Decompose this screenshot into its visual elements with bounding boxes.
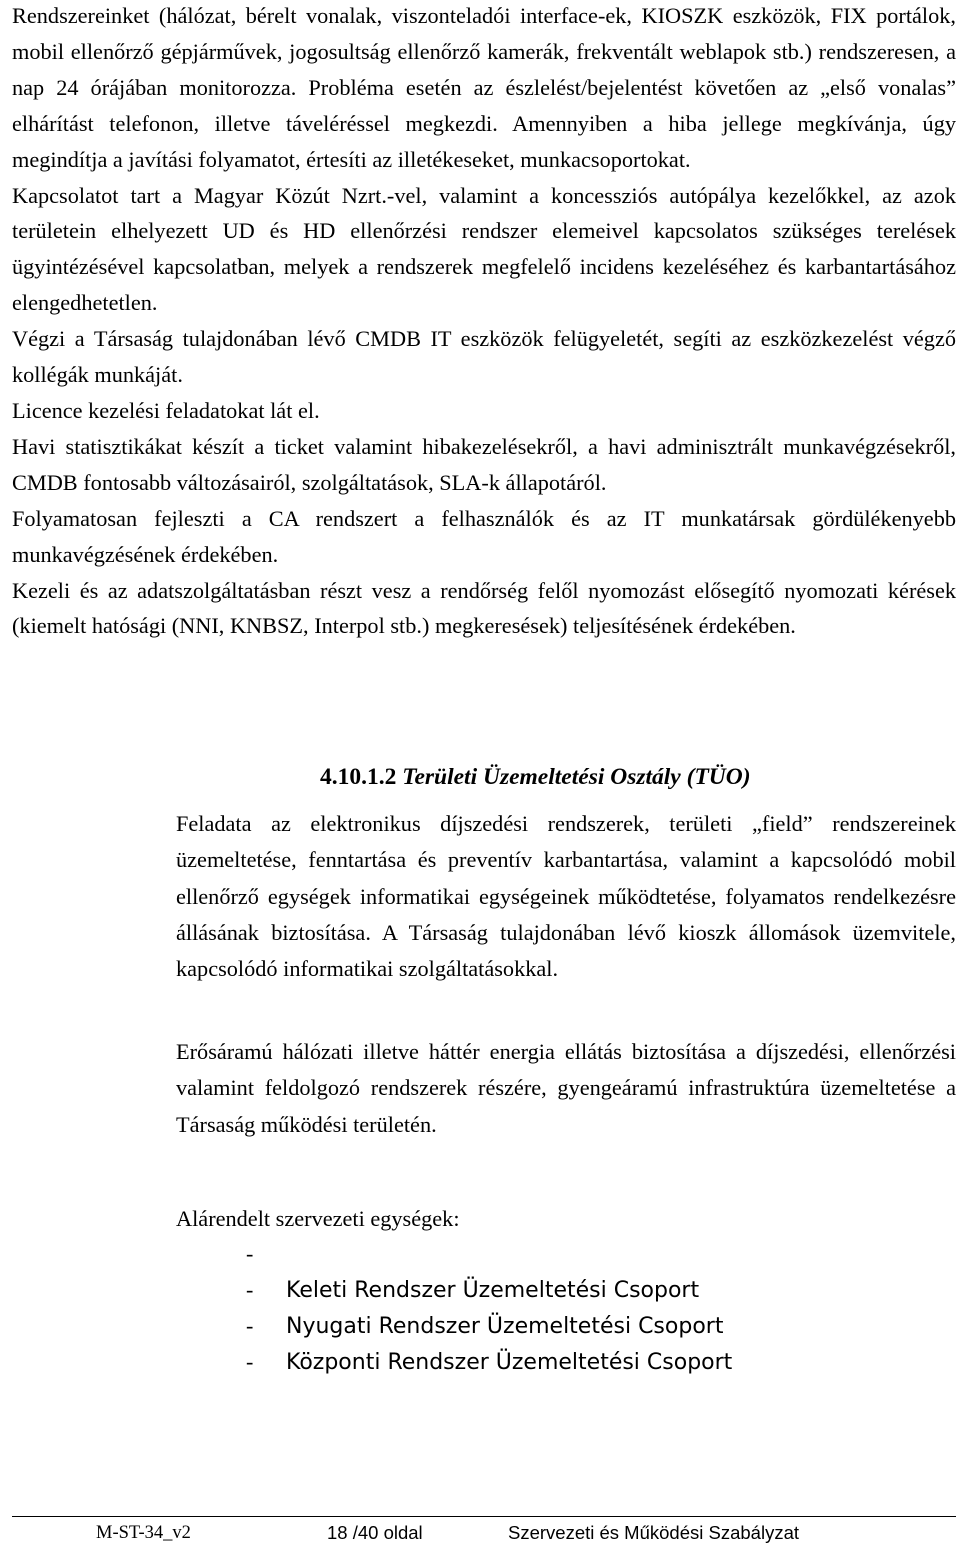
footer-divider [12,1516,956,1517]
list-dash: - [246,1349,254,1374]
paragraph-cmdb: Végzi a Társaság tulajdonában lévő CMDB IT eszközök felügyeletét, segíti az eszközkezelést végző kollégák munkáját. [12,326,956,388]
list-dash: - [246,1277,254,1302]
intro-text [12,0,956,644]
subordinate-units-label: Alárendelt szervezeti egységek: [176,1206,460,1231]
footer-doc-title: Szervezeti és Működési Szabályzat [508,1522,799,1543]
section-number: 4.10.1.2 [320,764,397,790]
footer-doc-code: M-ST-34_v2 [96,1523,191,1543]
unit-name: Központi Rendszer Üzemeltetési Csoport [286,1350,733,1375]
section-title: Területi Üzemeltetési Osztály (TÜO) [402,764,751,790]
section-paragraph-power: Erősáramú hálózati illetve háttér energia ellátás biztosítása a díjszedési, ellenőrzési valamint feldolgozó rendszerek részére, gyengeáramú infrastruktúra üzemeltetése a Társaság működési területén. [176,1039,956,1137]
footer-page-number: 18 /40 oldal [327,1522,423,1543]
list-item [246,1236,732,1272]
list-item [246,1272,732,1308]
section-heading [320,762,751,792]
paragraph-ca-development: Folyamatosan fejleszti a CA rendszert a felhasználók és az IT munkatársak gördülékenyebb munkavégzésének érdekében. [12,505,956,567]
paragraph-contacts: Kapcsolatot tart a Magyar Közút Nzrt.-vel, valamint a koncessziós autópálya kezelőkkel, az azok területein elhelyezett UD és HD ellenőrzési rendszer elemeivel kapcsolatos szükséges terelések ügyintézésével kapcsolatban, melyek a rendszerek megfelelő incidens kezeléséhez és karbantartásához elengedhetetlen. [12,182,956,316]
paragraph-police-requests: Kezeli és az adatszolgáltatásban részt vesz a rendőrség felől nyomozást elősegítő nyomozati kérések (kiemelt hatósági (NNI, KNBSZ, Interpol stb.) megkeresések) teljesítésének érdekében. [12,577,956,639]
unit-name: Nyugati Rendszer Üzemeltetési Csoport [286,1314,724,1339]
subordinate-units-list [246,1236,732,1380]
paragraph-statistics: Havi statisztikákat készít a ticket valamint hibakezelésekről, a havi adminisztrált munkavégzésekről, CMDB fontosabb változásairól, szolgáltatások, SLA-k állapotáról. [12,433,956,495]
list-item [246,1308,732,1344]
unit-name: Keleti Rendszer Üzemeltetési Csoport [286,1278,700,1303]
list-item [246,1344,732,1380]
paragraph-licence: Licence kezelési feladatokat lát el. [12,397,320,423]
section-paragraph-duties: Feladata az elektronikus díjszedési rendszerek, területi „field” rendszereinek üzemeltetése, fenntartása és preventív karbantartása, valamint a kapcsolódó mobil ellenőrző egységek informatikai egységeinek működtetése, folyamatos rendelkezésre állásának biztosítása. A Társaság tulajdonában lévő kioszk állomások üzemvitele, kapcsolódó informatikai szolgáltatásokkal. [176,811,956,982]
list-dash: - [246,1313,254,1338]
list-dash: - [246,1241,254,1266]
paragraph-monitoring: Rendszereinket (hálózat, bérelt vonalak, viszonteladói interface-ek, KIOSZK eszközök, FIX portálok, mobil ellenőrző gépjárművek, jogosultság ellenőrző kamerák, frekventált weblapok stb.) rendszeresen, a nap 24 órájában monitorozza. Probléma esetén az észlelést/bejelentést követően az „első vonalas” elhárítást telefonon, illetve táveléréssel megkezdi. Amennyiben a hiba jellege megkívánja, úgy megindítja a javítási folyamatot, értesíti az illetékeseket, munkacsoportokat. [12,3,956,172]
